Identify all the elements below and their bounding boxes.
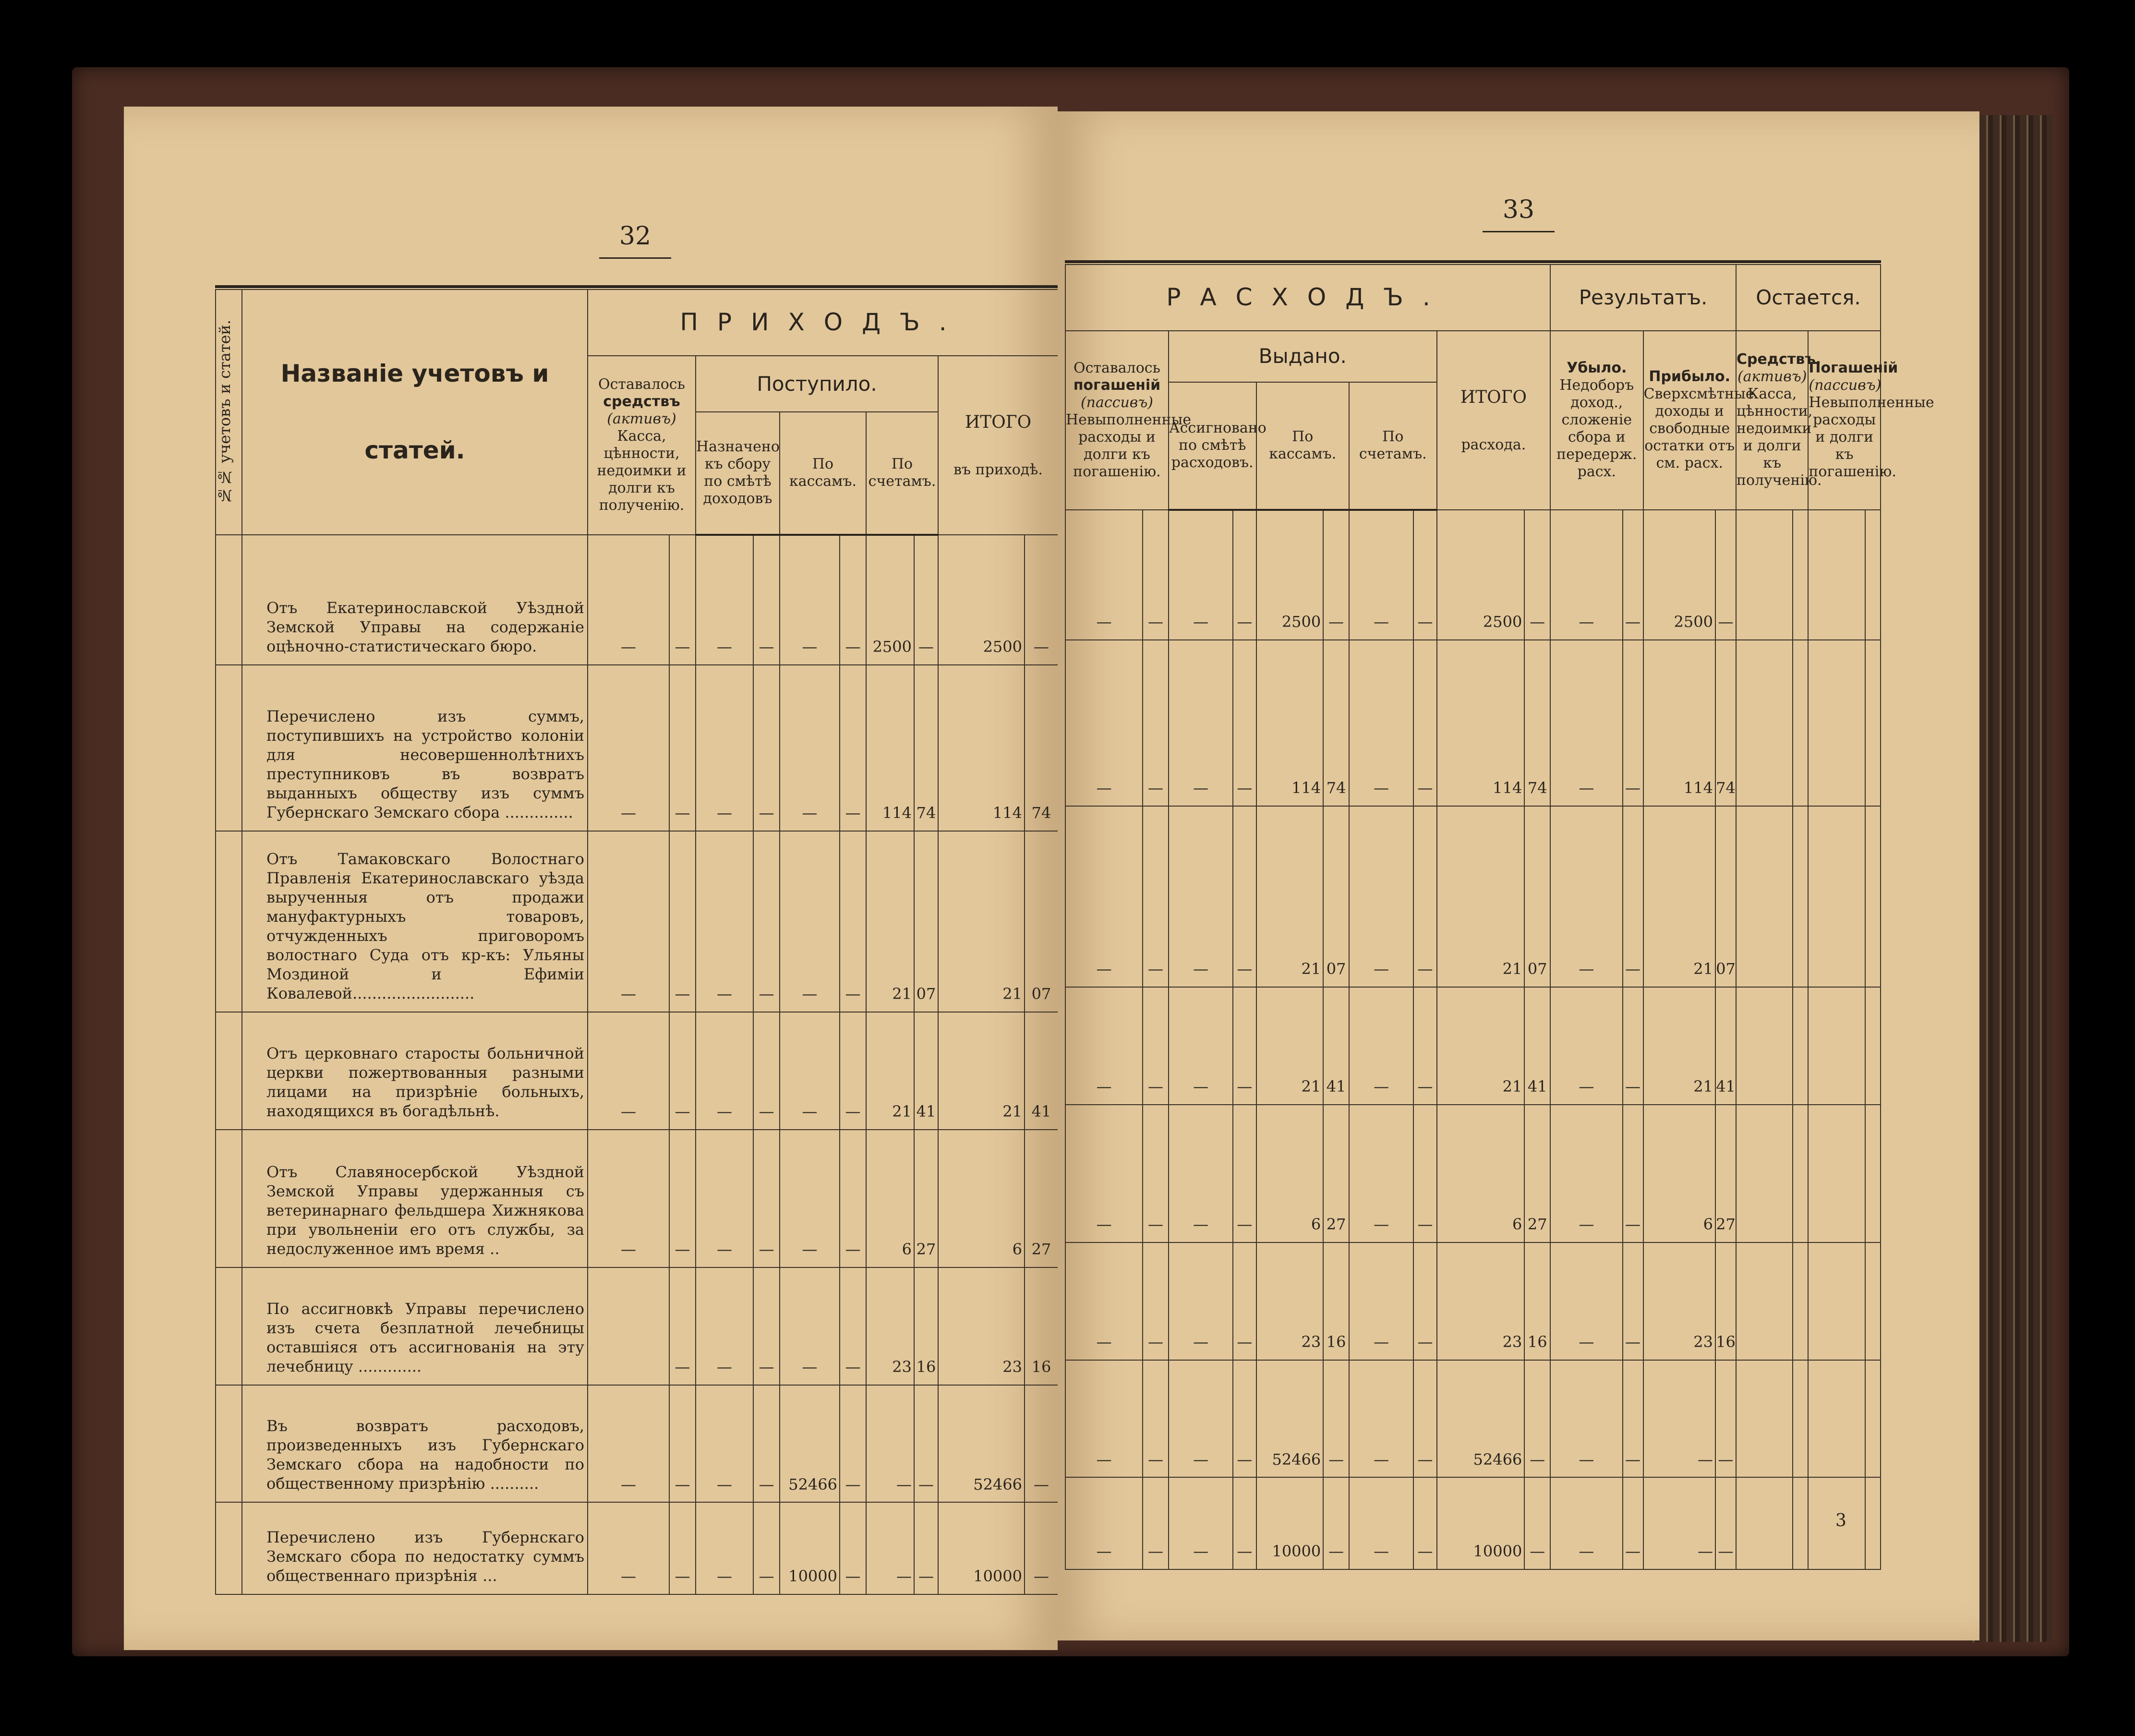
table-cell: — [1169, 987, 1233, 1105]
table-row [216, 831, 1058, 1013]
table-cell: — [1143, 987, 1169, 1105]
table-cell: — [1349, 1360, 1413, 1478]
table-row [216, 1502, 1058, 1594]
row-description: Отъ церковнаго старосты больничной церкви пожертвованныя разными лицами на призрѣніе больныхъ, находящихся въ богадѣльнѣ. [242, 1012, 588, 1130]
table-cell: — [588, 1502, 669, 1594]
table-cell: 21 [866, 831, 914, 1013]
table-cell: — [753, 831, 780, 1013]
table-cell: 21 [1643, 987, 1715, 1105]
table-cell: 07 [1715, 806, 1736, 988]
table-cell: — [753, 1267, 780, 1385]
table-row [1065, 640, 1881, 806]
rezultat-header: Результатъ. [1550, 265, 1736, 331]
table-cell: — [588, 1385, 669, 1503]
table-cell: — [840, 665, 866, 831]
table-cell: — [1143, 1360, 1169, 1478]
table-cell: — [753, 535, 780, 665]
table-cell: — [1623, 1360, 1643, 1478]
table-cell: — [1623, 510, 1643, 640]
table-cell: — [1143, 510, 1169, 640]
table-cell: 10000 [780, 1502, 840, 1594]
table-cell: — [914, 1385, 938, 1503]
table-cell: 52466 [780, 1385, 840, 1503]
table-cell: — [1323, 1360, 1349, 1478]
table-cell: — [1143, 1105, 1169, 1242]
table-cell: — [753, 1012, 780, 1130]
table-row [216, 1267, 1058, 1385]
table-cell: — [866, 1385, 914, 1503]
table-cell: — [669, 1385, 696, 1503]
table-cell: 114 [1256, 640, 1324, 806]
assignovano-header: Ассигновано по смѣтѣ расходовъ. [1169, 382, 1256, 510]
table-cell: — [840, 1012, 866, 1130]
row-description: Въ возвратъ расходовъ, произведенныхъ изъ Губернскаго Земскаго сбора на надобности по общественному призрѣнію .......... [242, 1385, 588, 1503]
table-cell: 41 [1715, 987, 1736, 1105]
ubylo-header: Убыло. Недоборъ доход., сложеніе сбора и передерж. расх. [1550, 331, 1643, 509]
table-cell: — [1065, 806, 1143, 988]
table-cell: — [1323, 510, 1349, 640]
naznacheno-header: Назначено къ сбору по смѣтѣ доходовъ [696, 412, 780, 534]
table-cell: — [1233, 1105, 1256, 1242]
table-cell: — [1623, 1242, 1643, 1360]
table-cell: 21 [1437, 806, 1525, 988]
table-cell: — [1550, 806, 1622, 988]
table-cell: — [1233, 640, 1256, 806]
table-cell: 27 [914, 1130, 938, 1267]
table-cell: — [1143, 1477, 1169, 1569]
table-cell: — [1349, 1105, 1413, 1242]
table-row [1065, 987, 1881, 1105]
table-cell: 6 [1256, 1105, 1324, 1242]
table-cell: 16 [914, 1267, 938, 1385]
table-cell: — [840, 1385, 866, 1503]
table-cell: — [1550, 640, 1622, 806]
table-cell: 21 [1256, 806, 1324, 988]
left-page [124, 107, 1058, 1650]
table-cell: 23 [1256, 1242, 1324, 1360]
table-cell: — [1143, 640, 1169, 806]
table-row [216, 665, 1058, 831]
table-cell: 21 [938, 831, 1025, 1013]
table-cell: — [1169, 1477, 1233, 1569]
po-kassam-header-right: По кассамъ. [1256, 382, 1349, 510]
table-cell: 07 [914, 831, 938, 1013]
table-cell: — [588, 1012, 669, 1130]
table-cell: 2500 [938, 535, 1025, 665]
table-cell: — [696, 1502, 753, 1594]
table-cell: — [696, 665, 753, 831]
row-description: Отъ Тамаковскаго Волостнаго Правленія Екатеринославскаго уѣзда вырученныя отъ продажи мануфактурныхъ товаровъ, отчужденныхъ приговоромъ волостнаго Суда отъ кр-къ: Ульяны Моздиной и Ефиміи Ковалевой......................... [242, 831, 588, 1013]
postupilo-header: Поступило. [696, 356, 938, 412]
table-cell: 16 [1715, 1242, 1736, 1360]
table-cell: — [669, 535, 696, 665]
table-cell: — [696, 1385, 753, 1503]
row-description: Отъ Славяносербской Уѣздной Земской Управы удержанныя съ ветеринарнаго фельдшера Хижнякова при увольненіи его отъ службы, за недослуженное имъ время .. [242, 1130, 588, 1267]
table-cell: — [1413, 806, 1436, 988]
table-cell: — [1623, 806, 1643, 988]
table-cell: — [1550, 510, 1622, 640]
table-cell: — [1550, 1360, 1622, 1478]
table-cell: — [1323, 1477, 1349, 1569]
table-cell: 41 [1025, 1012, 1058, 1130]
table-cell: 10000 [938, 1502, 1025, 1594]
table-cell: — [588, 1130, 669, 1267]
table-cell: — [1065, 1105, 1143, 1242]
table-cell: — [1349, 806, 1413, 988]
table-cell: 6 [866, 1130, 914, 1267]
table-cell: 23 [866, 1267, 914, 1385]
table-cell: 52466 [1256, 1360, 1324, 1478]
table-cell: 74 [914, 665, 938, 831]
table-cell: — [1169, 1242, 1233, 1360]
table-cell: — [696, 831, 753, 1013]
table-cell: — [1065, 1242, 1143, 1360]
table-cell: 6 [938, 1130, 1025, 1267]
table-cell: 16 [1323, 1242, 1349, 1360]
table-cell: — [1169, 510, 1233, 640]
table-cell: — [669, 1267, 696, 1385]
table-cell: — [1715, 1360, 1736, 1478]
table-row [216, 535, 1058, 665]
table-row [1065, 1105, 1881, 1242]
table-row [216, 1130, 1058, 1267]
table-cell: 27 [1323, 1105, 1349, 1242]
table-cell: — [696, 535, 753, 665]
table-cell: — [1233, 1242, 1256, 1360]
table-cell: — [840, 831, 866, 1013]
table-cell: — [588, 665, 669, 831]
vydano-header: Выдано. [1169, 331, 1437, 382]
table-cell: — [1715, 510, 1736, 640]
table-cell: — [914, 1502, 938, 1594]
table-cell: — [1623, 1477, 1643, 1569]
rashod-header: РАСХОДЪ. [1065, 265, 1550, 331]
table-cell: — [780, 1012, 840, 1130]
table-cell: 2500 [1643, 510, 1715, 640]
table-cell: 16 [1025, 1267, 1058, 1385]
po-schetam-header-right: По счетамъ. [1349, 382, 1437, 510]
ostavalos-pogasheniy-header: Оставалось погашеній (пассивъ) Невыполненные расходы и долги къ погашенію. [1065, 331, 1169, 509]
table-cell: 2500 [1437, 510, 1525, 640]
table-cell: — [1233, 1477, 1256, 1569]
income-table [215, 289, 1059, 1595]
table-row [1065, 806, 1881, 988]
table-cell: 114 [866, 665, 914, 831]
ostaetsya-header: Остается. [1736, 265, 1881, 331]
itogo-rashoda-header: ИТОГО расхода. [1437, 331, 1550, 509]
table-cell: — [1065, 1360, 1143, 1478]
table-cell: — [1623, 640, 1643, 806]
table-cell: 41 [1524, 987, 1550, 1105]
table-cell: 74 [1524, 640, 1550, 806]
table-cell: 2500 [1256, 510, 1324, 640]
table-cell: 6 [1437, 1105, 1525, 1242]
top-rule-right [1065, 260, 1881, 263]
table-cell: — [1413, 987, 1436, 1105]
table-cell: — [1550, 1105, 1622, 1242]
table-cell: — [669, 1130, 696, 1267]
table-cell: — [1065, 1477, 1143, 1569]
table-cell: — [669, 1502, 696, 1594]
page-number-left: 32 [587, 222, 683, 259]
name-header: Названіе учетовъ и статей. [242, 289, 588, 535]
table-cell: — [1065, 510, 1143, 640]
table-cell: 23 [1643, 1242, 1715, 1360]
table-cell: — [696, 1267, 753, 1385]
table-cell: 2500 [866, 535, 914, 665]
table-cell: — [1169, 806, 1233, 988]
table-row [1065, 1242, 1881, 1360]
table-cell: — [669, 1012, 696, 1130]
page-number-right: 33 [1471, 195, 1567, 232]
row-description: Перечислено изъ суммъ, поступившихъ на устройство колоніи для несовершеннолѣтнихъ преступниковъ въ возвратъ выданныхъ обществу изъ суммъ Губернскаго Земскаго сбора .............. [242, 665, 588, 831]
table-cell: — [1623, 987, 1643, 1105]
table-cell: — [840, 535, 866, 665]
table-cell: 21 [1437, 987, 1525, 1105]
sredstv-header: Средствъ. (активъ) Касса, цѣнности, недоимки и долги къ полученію. [1736, 331, 1808, 509]
row-description: По ассигновкѣ Управы перечислено изъ счета безплатной лечебницы оставшіяся отъ ассигнованія на эту лечебницу ............. [242, 1267, 588, 1385]
itogo-header: ИТОГО въ приходѣ. [938, 356, 1058, 534]
table-cell: — [1643, 1360, 1715, 1478]
row-description: Отъ Екатеринославской Уѣздной Земской Управы на содержаніе оцѣночно-статистическаго бюро. [242, 535, 588, 665]
table-cell: — [753, 1130, 780, 1267]
table-cell: — [1233, 510, 1256, 640]
table-cell: 21 [938, 1012, 1025, 1130]
table-cell: — [753, 1385, 780, 1503]
table-cell: 07 [1524, 806, 1550, 988]
table-cell: 6 [1643, 1105, 1715, 1242]
table-cell: 21 [1256, 987, 1324, 1105]
table-cell: — [780, 665, 840, 831]
table-cell: — [1143, 806, 1169, 988]
table-cell: — [1349, 510, 1413, 640]
table-row [1065, 1360, 1881, 1478]
table-cell: 114 [1643, 640, 1715, 806]
table-row [216, 1385, 1058, 1503]
po-kassam-header: По кассамъ. [780, 412, 866, 534]
table-cell: — [696, 1130, 753, 1267]
table-cell: — [1413, 1105, 1436, 1242]
table-cell: — [1550, 1242, 1622, 1360]
table-cell: 16 [1524, 1242, 1550, 1360]
expense-rows [1065, 510, 1881, 1569]
table-cell: — [840, 1267, 866, 1385]
table-cell: — [1169, 640, 1233, 806]
table-cell: 74 [1323, 640, 1349, 806]
table-cell: — [753, 665, 780, 831]
table-cell: — [1233, 1360, 1256, 1478]
table-row [1065, 1477, 1881, 1569]
table-cell: — [1413, 1477, 1436, 1569]
table-cell: — [780, 535, 840, 665]
table-cell: — [1413, 1360, 1436, 1478]
table-cell: — [1524, 1477, 1550, 1569]
table-cell: 27 [1524, 1105, 1550, 1242]
pribylo-header: Прибыло. Сверхсмѣтные доходы и свободные остатки отъ см. расх. [1643, 331, 1736, 509]
income-rows [216, 535, 1058, 1594]
prihod-header: ПРИХОДЪ. [588, 289, 1058, 356]
top-rule-left [215, 285, 1058, 288]
table-cell: 21 [1643, 806, 1715, 988]
row-description: Перечислено изъ Губернскаго Земскаго сбора по недостатку суммъ общественнаго призрѣнія ... [242, 1502, 588, 1594]
table-cell: — [866, 1502, 914, 1594]
table-cell: — [780, 831, 840, 1013]
table-cell: — [1233, 806, 1256, 988]
table-cell: 10000 [1256, 1477, 1324, 1569]
table-cell: — [1413, 1242, 1436, 1360]
right-page [1058, 111, 1979, 1640]
table-cell: — [914, 535, 938, 665]
table-cell: — [1025, 535, 1058, 665]
table-cell: — [753, 1502, 780, 1594]
table-cell: — [1524, 510, 1550, 640]
table-cell: — [1349, 1477, 1413, 1569]
sheet-mark: 3 [1835, 1511, 1846, 1531]
table-cell: — [669, 831, 696, 1013]
table-cell: — [1143, 1242, 1169, 1360]
table-cell: 27 [1715, 1105, 1736, 1242]
table-cell: — [669, 665, 696, 831]
table-cell: 10000 [1437, 1477, 1525, 1569]
ostavalos-header: Оставалось средствъ (активъ) Касса, цѣнности, недоимки и долги къ полученію. [588, 356, 696, 534]
table-cell: — [1623, 1105, 1643, 1242]
table-cell: 07 [1323, 806, 1349, 988]
table-cell: — [588, 535, 669, 665]
table-cell: — [1524, 1360, 1550, 1478]
table-cell: — [1550, 987, 1622, 1105]
table-cell: — [1065, 987, 1143, 1105]
table-cell: 114 [1437, 640, 1525, 806]
pogasheniy-header: Погашеній (пассивъ) Невыполненные расходы и долги къ погашенію. [1808, 331, 1881, 509]
table-cell: — [840, 1502, 866, 1594]
table-cell: — [840, 1130, 866, 1267]
table-cell: — [1169, 1360, 1233, 1478]
table-cell: — [1025, 1502, 1058, 1594]
table-row [1065, 510, 1881, 640]
table-cell: — [1065, 640, 1143, 806]
table-cell: — [1413, 640, 1436, 806]
table-cell: — [1643, 1477, 1715, 1569]
table-cell: — [1715, 1477, 1736, 1569]
table-cell: 74 [1025, 665, 1058, 831]
table-cell: 74 [1715, 640, 1736, 806]
table-cell: 27 [1025, 1130, 1058, 1267]
po-schetam-header: По счетамъ. [866, 412, 938, 534]
table-cell: — [780, 1130, 840, 1267]
table-cell: — [1025, 1385, 1058, 1503]
table-cell: — [588, 831, 669, 1013]
table-cell: 23 [938, 1267, 1025, 1385]
table-row [216, 1012, 1058, 1130]
table-cell: 52466 [938, 1385, 1025, 1503]
table-cell: 114 [938, 665, 1025, 831]
table-cell: — [780, 1267, 840, 1385]
table-cell [588, 1267, 669, 1385]
table-cell: 21 [866, 1012, 914, 1130]
table-cell: — [1349, 640, 1413, 806]
table-cell: — [1349, 1242, 1413, 1360]
table-cell: — [696, 1012, 753, 1130]
table-cell: 52466 [1437, 1360, 1525, 1478]
table-cell: — [1550, 1477, 1622, 1569]
table-cell: — [1349, 987, 1413, 1105]
col-num-header: №№ учетовъ и статей. [216, 289, 242, 535]
table-cell: 07 [1025, 831, 1058, 1013]
table-cell: — [1233, 987, 1256, 1105]
table-cell: — [1413, 510, 1436, 640]
expense-table [1065, 264, 1934, 1570]
table-cell: 23 [1437, 1242, 1525, 1360]
table-cell: 41 [914, 1012, 938, 1130]
table-cell: 41 [1323, 987, 1349, 1105]
table-cell: — [1169, 1105, 1233, 1242]
